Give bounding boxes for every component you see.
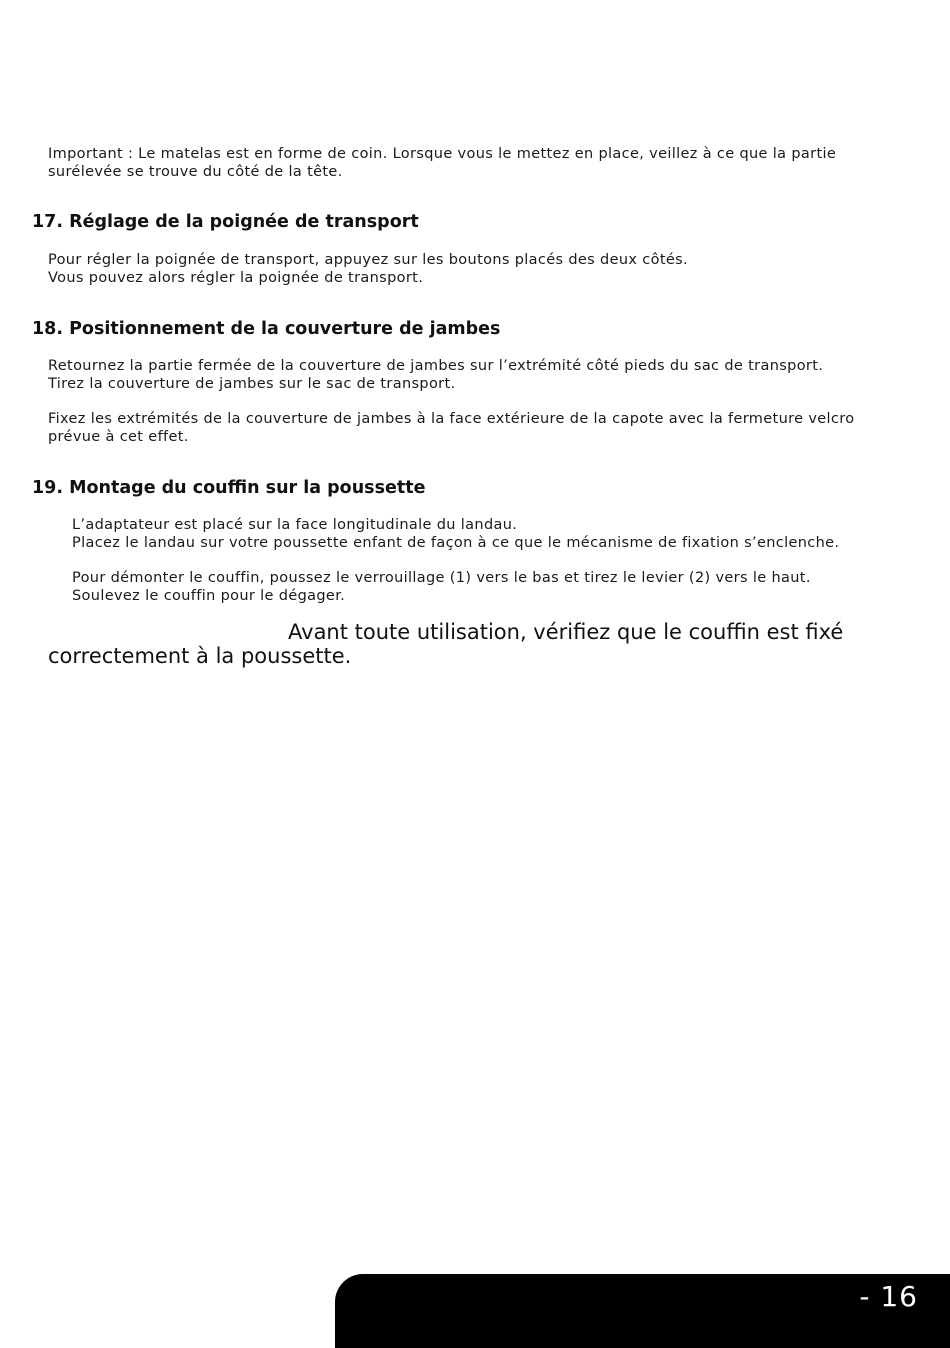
warning-line-2: correctement à la poussette. xyxy=(48,644,352,668)
section-19-p1-line-2: Placez le landau sur votre poussette enfant de façon à ce que le mécanisme de fixation s’enclenche. xyxy=(72,535,840,551)
section-19-paragraph-2 xyxy=(72,569,811,605)
intro-line-2: surélevée se trouve du côté de la tête. xyxy=(48,164,343,180)
section-17-line-1: Pour régler la poignée de transport, appuyez sur les boutons placés des deux côtés. xyxy=(48,252,689,268)
section-19-heading: 19. Montage du couffin sur la poussette xyxy=(32,478,426,498)
section-19-paragraph-1 xyxy=(72,516,839,552)
section-19-p2-line-2: Soulevez le couffin pour le dégager. xyxy=(72,588,346,604)
warning-note xyxy=(48,620,843,668)
section-19-p1-line-1: L’adaptateur est placé sur la face longitudinale du landau. xyxy=(72,517,518,533)
section-18-p2-line-2: prévue à cet effet. xyxy=(48,429,189,445)
section-19-p2-line-1: Pour démonter le couffin, poussez le verrouillage (1) vers le bas et tirez le levier (2) vers le haut. xyxy=(72,570,811,586)
section-18-paragraph-2 xyxy=(48,410,854,446)
intro-line-1: Important : Le matelas est en forme de coin. Lorsque vous le mettez en place, veillez à ce que la partie xyxy=(48,146,837,162)
section-17-heading: 17. Réglage de la poignée de transport xyxy=(32,212,419,232)
section-18-p2-line-1: Fixez les extrémités de la couverture de jambes à la face extérieure de la capote avec la fermeture velcro xyxy=(48,411,855,427)
section-18-p1-line-2: Tirez la couverture de jambes sur le sac de transport. xyxy=(48,376,456,392)
section-18-paragraph-1 xyxy=(48,357,823,393)
section-18-heading: 18. Positionnement de la couverture de jambes xyxy=(32,319,501,339)
warning-line-1: Avant toute utilisation, vérifiez que le couffin est fixé xyxy=(288,620,844,644)
section-17-paragraph xyxy=(48,251,688,287)
intro-paragraph xyxy=(48,145,836,181)
footer-bar xyxy=(335,1274,950,1348)
page-number: - 16 xyxy=(859,1280,918,1313)
section-18-p1-line-1: Retournez la partie fermée de la couverture de jambes sur l’extrémité côté pieds du sac de transport. xyxy=(48,358,824,374)
section-17-line-2: Vous pouvez alors régler la poignée de transport. xyxy=(48,270,424,286)
